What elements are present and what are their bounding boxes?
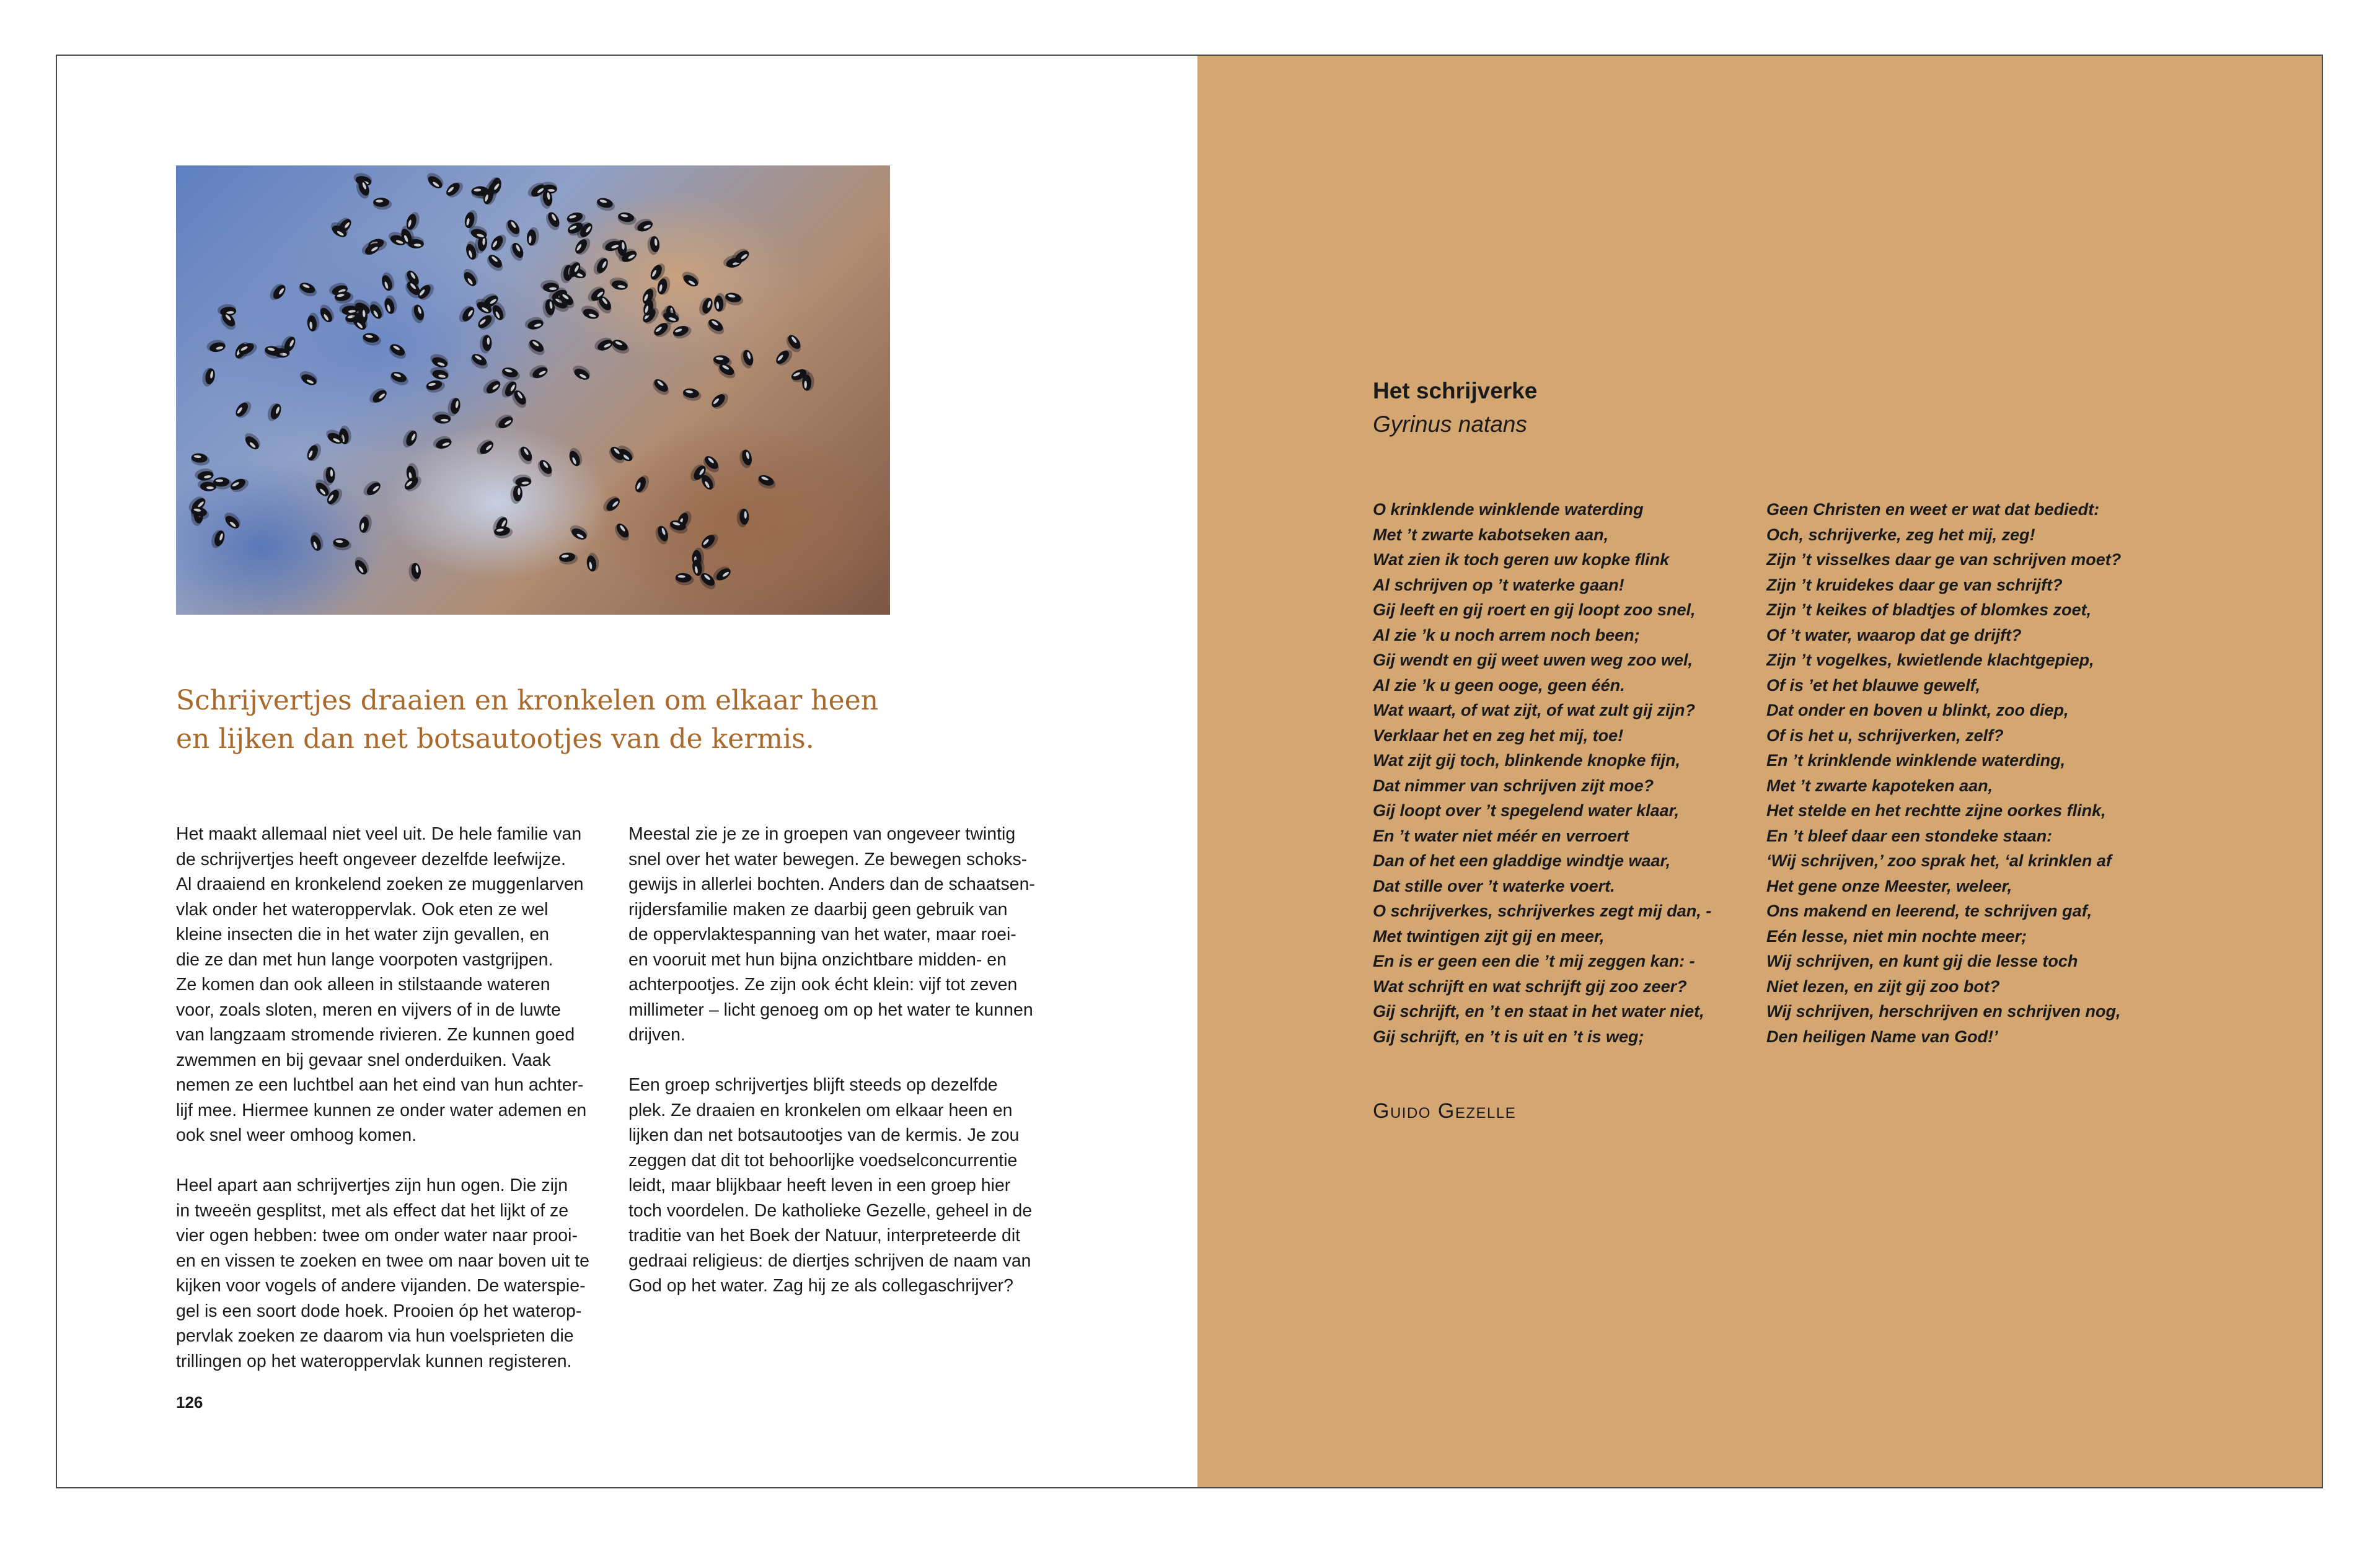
text-line: Wij schrijven, herschrijven en schrijven nog, — [1766, 1002, 2121, 1021]
text-line: Het maakt allemaal niet veel uit. De hele familie van — [176, 824, 582, 844]
text-line: Gij schrijft, en ’t is uit en ’t is weg; — [1373, 1027, 1644, 1046]
text-line: Al schrijven op ’t waterke gaan! — [1373, 575, 1624, 594]
text-line: achterpootjes. Ze zijn ook écht klein: vijf tot zeven — [628, 975, 1018, 995]
text-line: toch voordelen. De katholieke Gezelle, geheel in de — [628, 1200, 1033, 1221]
text-line: Zijn ’t vogelkes, kwietlende klachtgepiep, — [1766, 651, 2094, 669]
text-line: plek. Ze draaien en kronkelen om elkaar heen en — [628, 1100, 1013, 1120]
text-line: Een groep schrijvertjes blijft steeds op dezelfde — [628, 1075, 998, 1095]
text-line: Ons makend en leerend, te schrijven gaf, — [1766, 902, 2092, 920]
text-line: Eén lesse, niet min nochte meer; — [1766, 926, 2027, 946]
text-line: O schrijverkes, schrijverkes zegt mij dan, - — [1373, 902, 1712, 920]
pull-quote — [176, 682, 920, 758]
text-line: Zijn ’t visselkes daar ge van schrijven moet? — [1766, 550, 2122, 569]
text-line: vier ogen hebben: twee om onder water naar prooi- — [176, 1226, 578, 1245]
text-line: Och, schrijverke, zeg het mij, zeg! — [1766, 525, 2035, 544]
text-line: Het stelde en het rechtte zijne oorkes flink, — [1766, 801, 2106, 820]
text-line: trillingen op het wateroppervlak kunnen registeren. — [176, 1351, 572, 1371]
text-line: gewijs in allerlei bochten. Anders dan de schaatsen- — [628, 874, 1035, 894]
text-line: Gij loopt over ’t spegelend water klaar, — [1373, 801, 1680, 820]
text-line: rijdersfamilie maken ze daarbij geen gebruik van — [628, 899, 1008, 920]
text-line: Het gene onze Meester, weleer, — [1766, 876, 2012, 895]
text-line: Of is ’et het blauwe gewelf, — [1766, 675, 1981, 695]
beetle-swarm-illustration — [176, 165, 890, 615]
text-line: Wat schrijft en wat schrijft gij zoo zeer? — [1373, 977, 1687, 996]
pull-quote-line: en lijken dan net botsautootjes van de kermis. — [176, 723, 814, 755]
pull-quote-line: Schrijvertjes draaien en kronkelen om elkaar heen — [176, 685, 879, 716]
text-line: Of ’t water, waarop dat ge drijft? — [1766, 625, 2022, 644]
text-line: God op het water. Zag hij ze als collegaschrijver? — [628, 1276, 1013, 1296]
text-line: Wat waart, of wat zijt, of wat zult gij zijn? — [1373, 701, 1696, 719]
text-line: En ’t krinklende winklende waterding, — [1766, 751, 2066, 770]
text-line: ‘Wij schrijven,’ zoo sprak het, ‘al krinklen af — [1766, 851, 2112, 870]
left-page — [57, 56, 1197, 1487]
text-line: Zijn ’t kruidekes daar ge van schrijft? — [1766, 575, 2063, 594]
text-line: Met twintigen zijt gij en meer, — [1373, 926, 1605, 946]
text-line: en en vissen te zoeken en twee om naar boven uit te — [176, 1250, 590, 1271]
text-line: Geen Christen en weet er wat dat bediedt: — [1766, 500, 2100, 519]
text-line: Wat zien ik toch geren uw kopke flink — [1373, 550, 1670, 569]
whirligig-beetles-photo — [176, 165, 890, 615]
text-line: Dan of het een gladdige windtje waar, — [1373, 851, 1671, 870]
text-line: Dat onder en boven u blinkt, zoo diep, — [1766, 701, 2069, 719]
text-line: traditie van het Boek der Natuur, interpreteerde dit — [628, 1226, 1021, 1245]
text-line: Al zie ’k u geen ooge, geen één. — [1373, 675, 1625, 695]
text-line: Gij wendt en gij weet uwen weg zoo wel, — [1373, 651, 1693, 669]
text-line: Wij schrijven, en kunt gij die lesse toch — [1766, 952, 2078, 970]
text-line: van langzaam stromende rivieren. Ze kunnen goed — [176, 1025, 575, 1045]
text-line: Den heiligen Name van God!’ — [1766, 1027, 1998, 1046]
text-line: kijken voor vogels of andere vijanden. De waterspie- — [176, 1276, 586, 1296]
text-line: Gij schrijft, en ’t en staat in het water niet, — [1373, 1002, 1704, 1021]
text-line: En is er geen een die ’t mij zeggen kan: - — [1373, 952, 1695, 970]
text-line: Ze komen dan ook alleen in stilstaande wateren — [176, 975, 550, 995]
text-line: Zijn ’t keikes of bladtjes of blomkes zoet, — [1766, 600, 2092, 619]
text-line: drijven. — [628, 1025, 685, 1045]
text-line: lijf mee. Hiermee kunnen ze onder water ademen en — [176, 1100, 587, 1120]
text-line: die ze dan met hun lange voorpoten vastgrijpen. — [176, 949, 553, 970]
text-line: de oppervlaktespanning van het water, maar roei- — [628, 925, 1016, 944]
text-line: kleine insecten die in het water zijn gevallen, en — [176, 925, 550, 944]
text-line: Dat nimmer van schrijven zijt moe? — [1373, 776, 1654, 795]
text-line: Wat zijt gij toch, blinkende knopke fijn, — [1373, 751, 1681, 770]
text-line: zeggen dat dit tot behoorlijke voedselconcurrentie — [628, 1150, 1018, 1171]
text-line: Heel apart aan schrijvertjes zijn hun ogen. Die zijn — [176, 1175, 568, 1195]
text-line: snel over het water bewegen. Ze bewegen schoks- — [628, 849, 1028, 869]
text-line: zwemmen en bij gevaar snel onderduiken. Vaak — [176, 1050, 551, 1070]
text-line: Met ’t zwarte kabotseken aan, — [1373, 525, 1609, 544]
text-line: vlak onder het wateroppervlak. Ook eten ze wel — [176, 899, 549, 920]
text-line: En ’t water niet méér en verroert — [1373, 826, 1629, 845]
text-line: leidt, maar blijkbaar heeft leven in een groep hier — [628, 1175, 1011, 1195]
poem-author: Guido Gezelle — [1373, 1099, 1517, 1123]
text-line: Niet lezen, en zijt gij zoo bot? — [1766, 977, 2000, 996]
text-line: voor, zoals sloten, meren en vijvers of in de luwte — [176, 999, 561, 1020]
text-line: lijken dan net botsautootjes van de kermis. Je zou — [628, 1125, 1020, 1145]
text-line: in tweeën gesplitst, met als effect dat het lijkt of ze — [176, 1200, 569, 1221]
poem-title: Het schrijverke — [1373, 378, 1538, 403]
text-line: Meestal zie je ze in groepen van ongeveer twintig — [628, 824, 1016, 844]
text-line: en vooruit met hun bijna onzichtbare midden- en — [628, 949, 1007, 970]
text-line: pervlak zoeken ze daarom via hun voelsprieten die — [176, 1326, 574, 1346]
text-line: Of is het u, schrijverken, zelf? — [1766, 726, 2004, 745]
text-line: Met ’t zwarte kapoteken aan, — [1766, 776, 1993, 795]
text-line: gel is een soort dode hoek. Prooien óp het waterop- — [176, 1301, 582, 1321]
book-spread — [56, 55, 2323, 1488]
text-line: de schrijvertjes heeft ongeveer dezelfde leefwijze. — [176, 849, 566, 869]
text-line: Dat stille over ’t waterke voert. — [1373, 876, 1615, 895]
poem-subtitle: Gyrinus natans — [1373, 411, 1527, 437]
poem-column-1 — [1373, 497, 1770, 1049]
body-column-2 — [628, 822, 1062, 1299]
text-line: nemen ze een luchtbel aan het eind van hun achter- — [176, 1075, 584, 1095]
text-line: O krinklende winklende waterding — [1373, 500, 1644, 519]
text-line: Al draaiend en kronkelend zoeken ze muggenlarven — [176, 874, 584, 894]
paragraph-gap — [628, 1048, 1062, 1073]
text-line: gedraai religieus: de diertjes schrijven de naam van — [628, 1250, 1031, 1271]
text-line: En ’t bleef daar een stondeke staan: — [1766, 826, 2053, 845]
text-line: millimeter – licht genoeg om op het water te kunnen — [628, 999, 1033, 1020]
paragraph-gap — [176, 1148, 610, 1174]
poem-column-2 — [1766, 497, 2163, 1049]
text-line: Al zie ’k u noch arrem noch been; — [1373, 625, 1640, 644]
text-line: ook snel weer omhoog komen. — [176, 1125, 417, 1145]
body-column-1 — [176, 822, 610, 1374]
text-line: Gij leeft en gij roert en gij loopt zoo snel, — [1373, 600, 1696, 619]
text-line: Verklaar het en zeg het mij, toe! — [1373, 726, 1624, 745]
page-number: 126 — [176, 1393, 203, 1412]
